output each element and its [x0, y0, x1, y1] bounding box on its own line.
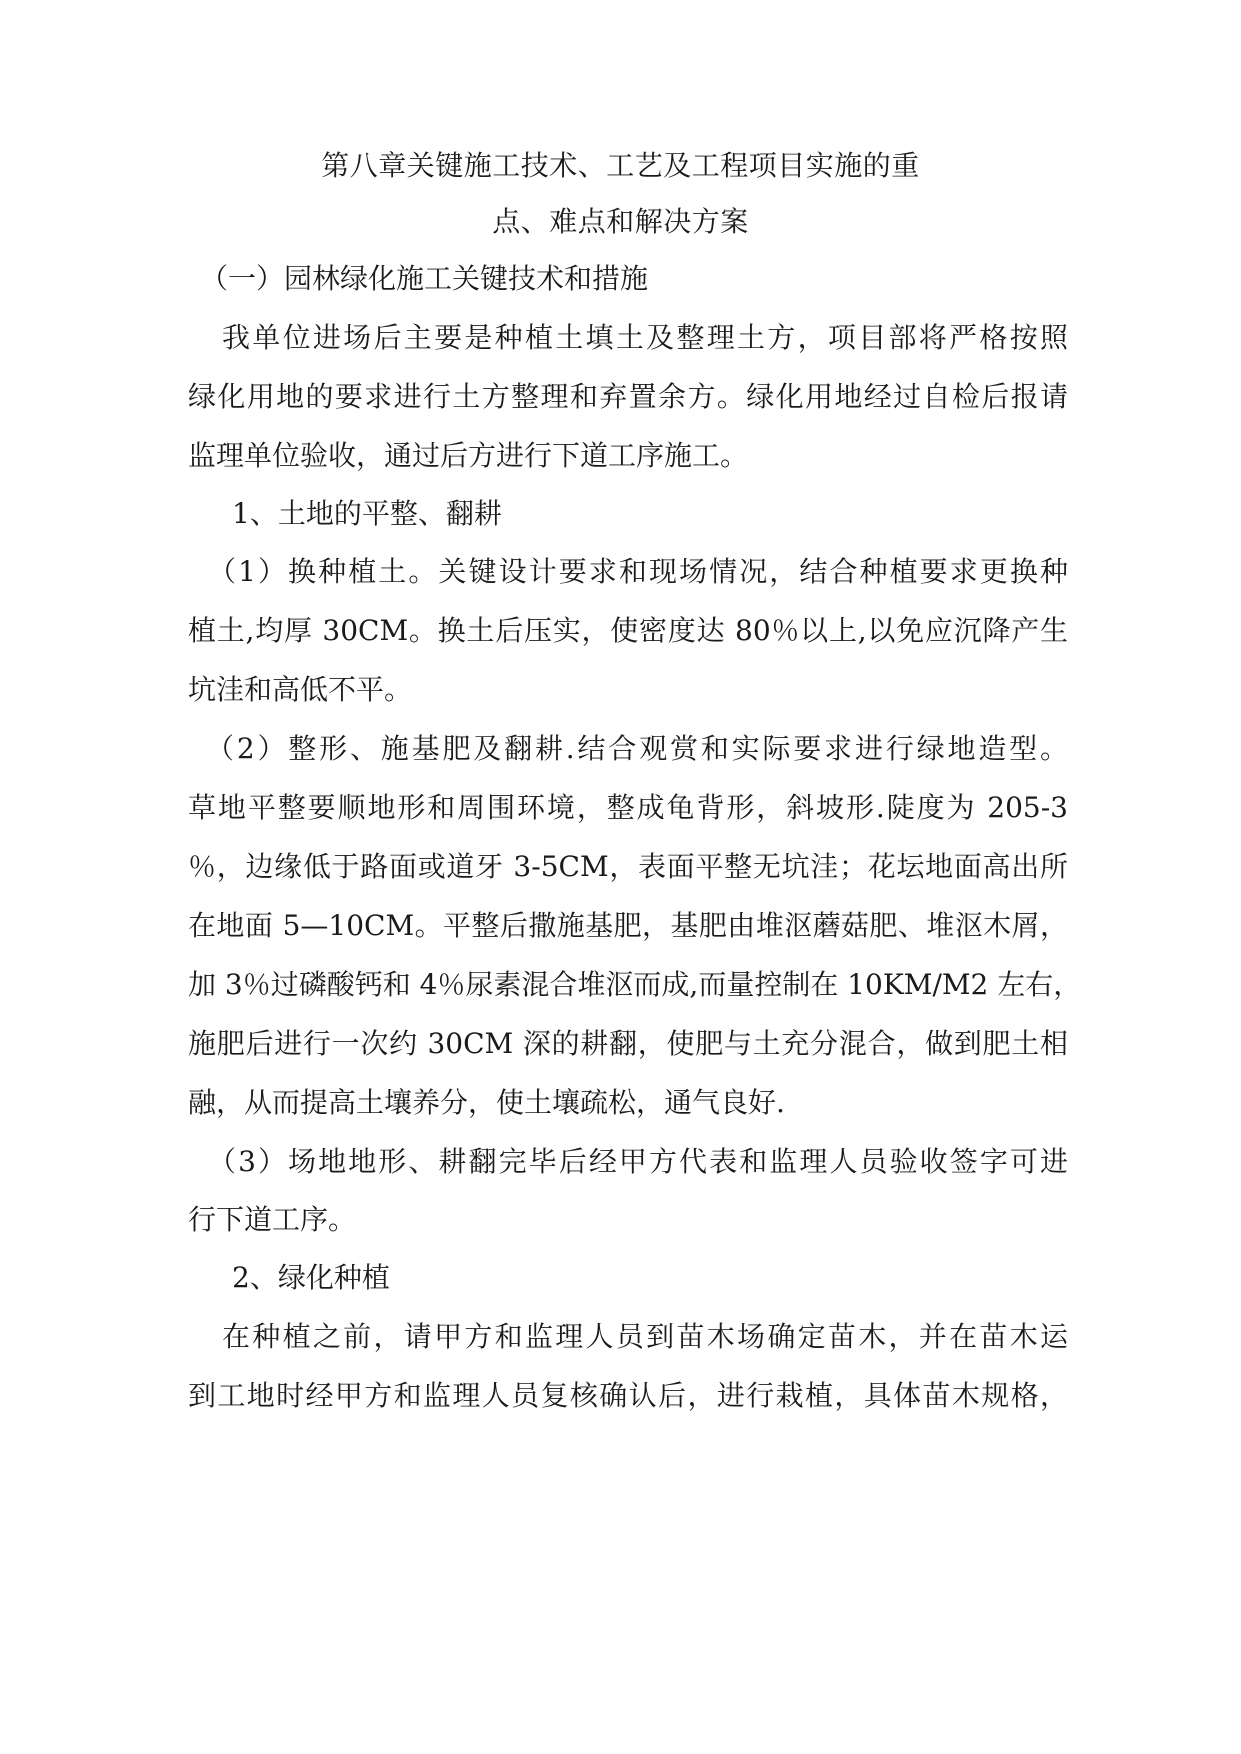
paragraph-line: （1）换种植土。关键设计要求和现场情况，结合种植要求更换种 [208, 555, 1068, 588]
paragraph-line: （2）整形、施基肥及翻耕.结合观赏和实际要求进行绿地造型。 [206, 732, 1068, 765]
paragraph-line: ％，边缘低于路面或道牙 3-5CM，表面平整无坑洼；花坛地面高出所 [188, 850, 1068, 883]
chapter-title-line-1: 第八章关键施工技术、工艺及工程项目实施的重 [321, 149, 920, 182]
paragraph-line: 我单位进场后主要是种植土填土及整理土方，项目部将严格按照 [222, 321, 1068, 354]
paragraph-line: 草地平整要顺地形和周围环境，整成龟背形，斜坡形.陡度为 205-3 [188, 791, 1068, 824]
paragraph-line: 植土,均厚 30CM。换土后压实，使密度达 80％以上,以免应沉降产生 [188, 614, 1068, 647]
paragraph-line: 到工地时经甲方和监理人员复核确认后，进行栽植，具体苗木规格， [188, 1379, 1068, 1412]
paragraph-line: 施肥后进行一次约 30CM 深的耕翻，使肥与土充分混合，做到肥土相 [188, 1027, 1068, 1060]
paragraph-line: 坑洼和高低不平。 [188, 673, 413, 706]
paragraph-line: 绿化用地的要求进行土方整理和弃置余方。绿化用地经过自检后报请 [188, 380, 1068, 413]
paragraph-line: 在地面 5—10CM。平整后撒施基肥，基肥由堆沤蘑菇肥、堆沤木屑， [188, 909, 1068, 942]
paragraph-line: 在种植之前，请甲方和监理人员到苗木场确定苗木，并在苗木运 [222, 1320, 1068, 1353]
subsection-heading: 1、土地的平整、翻耕 [232, 497, 502, 530]
subsection-heading: 2、绿化种植 [232, 1261, 390, 1294]
paragraph-line: 加 3％过磷酸钙和 4％尿素混合堆沤而成,而量控制在 10KM/M2 左右， [188, 968, 1082, 1001]
section-heading: （一）园林绿化施工关键技术和措施 [200, 262, 649, 295]
chapter-title-line-2: 点、难点和解决方案 [492, 205, 749, 238]
paragraph-line: 融，从而提高土壤养分，使土壤疏松，通气良好. [188, 1086, 785, 1119]
paragraph-line: （3）场地地形、耕翻完毕后经甲方代表和监理人员验收签字可进 [208, 1145, 1068, 1178]
paragraph-line: 行下道工序。 [188, 1203, 357, 1236]
paragraph-line: 监理单位验收，通过后方进行下道工序施工。 [188, 439, 749, 472]
